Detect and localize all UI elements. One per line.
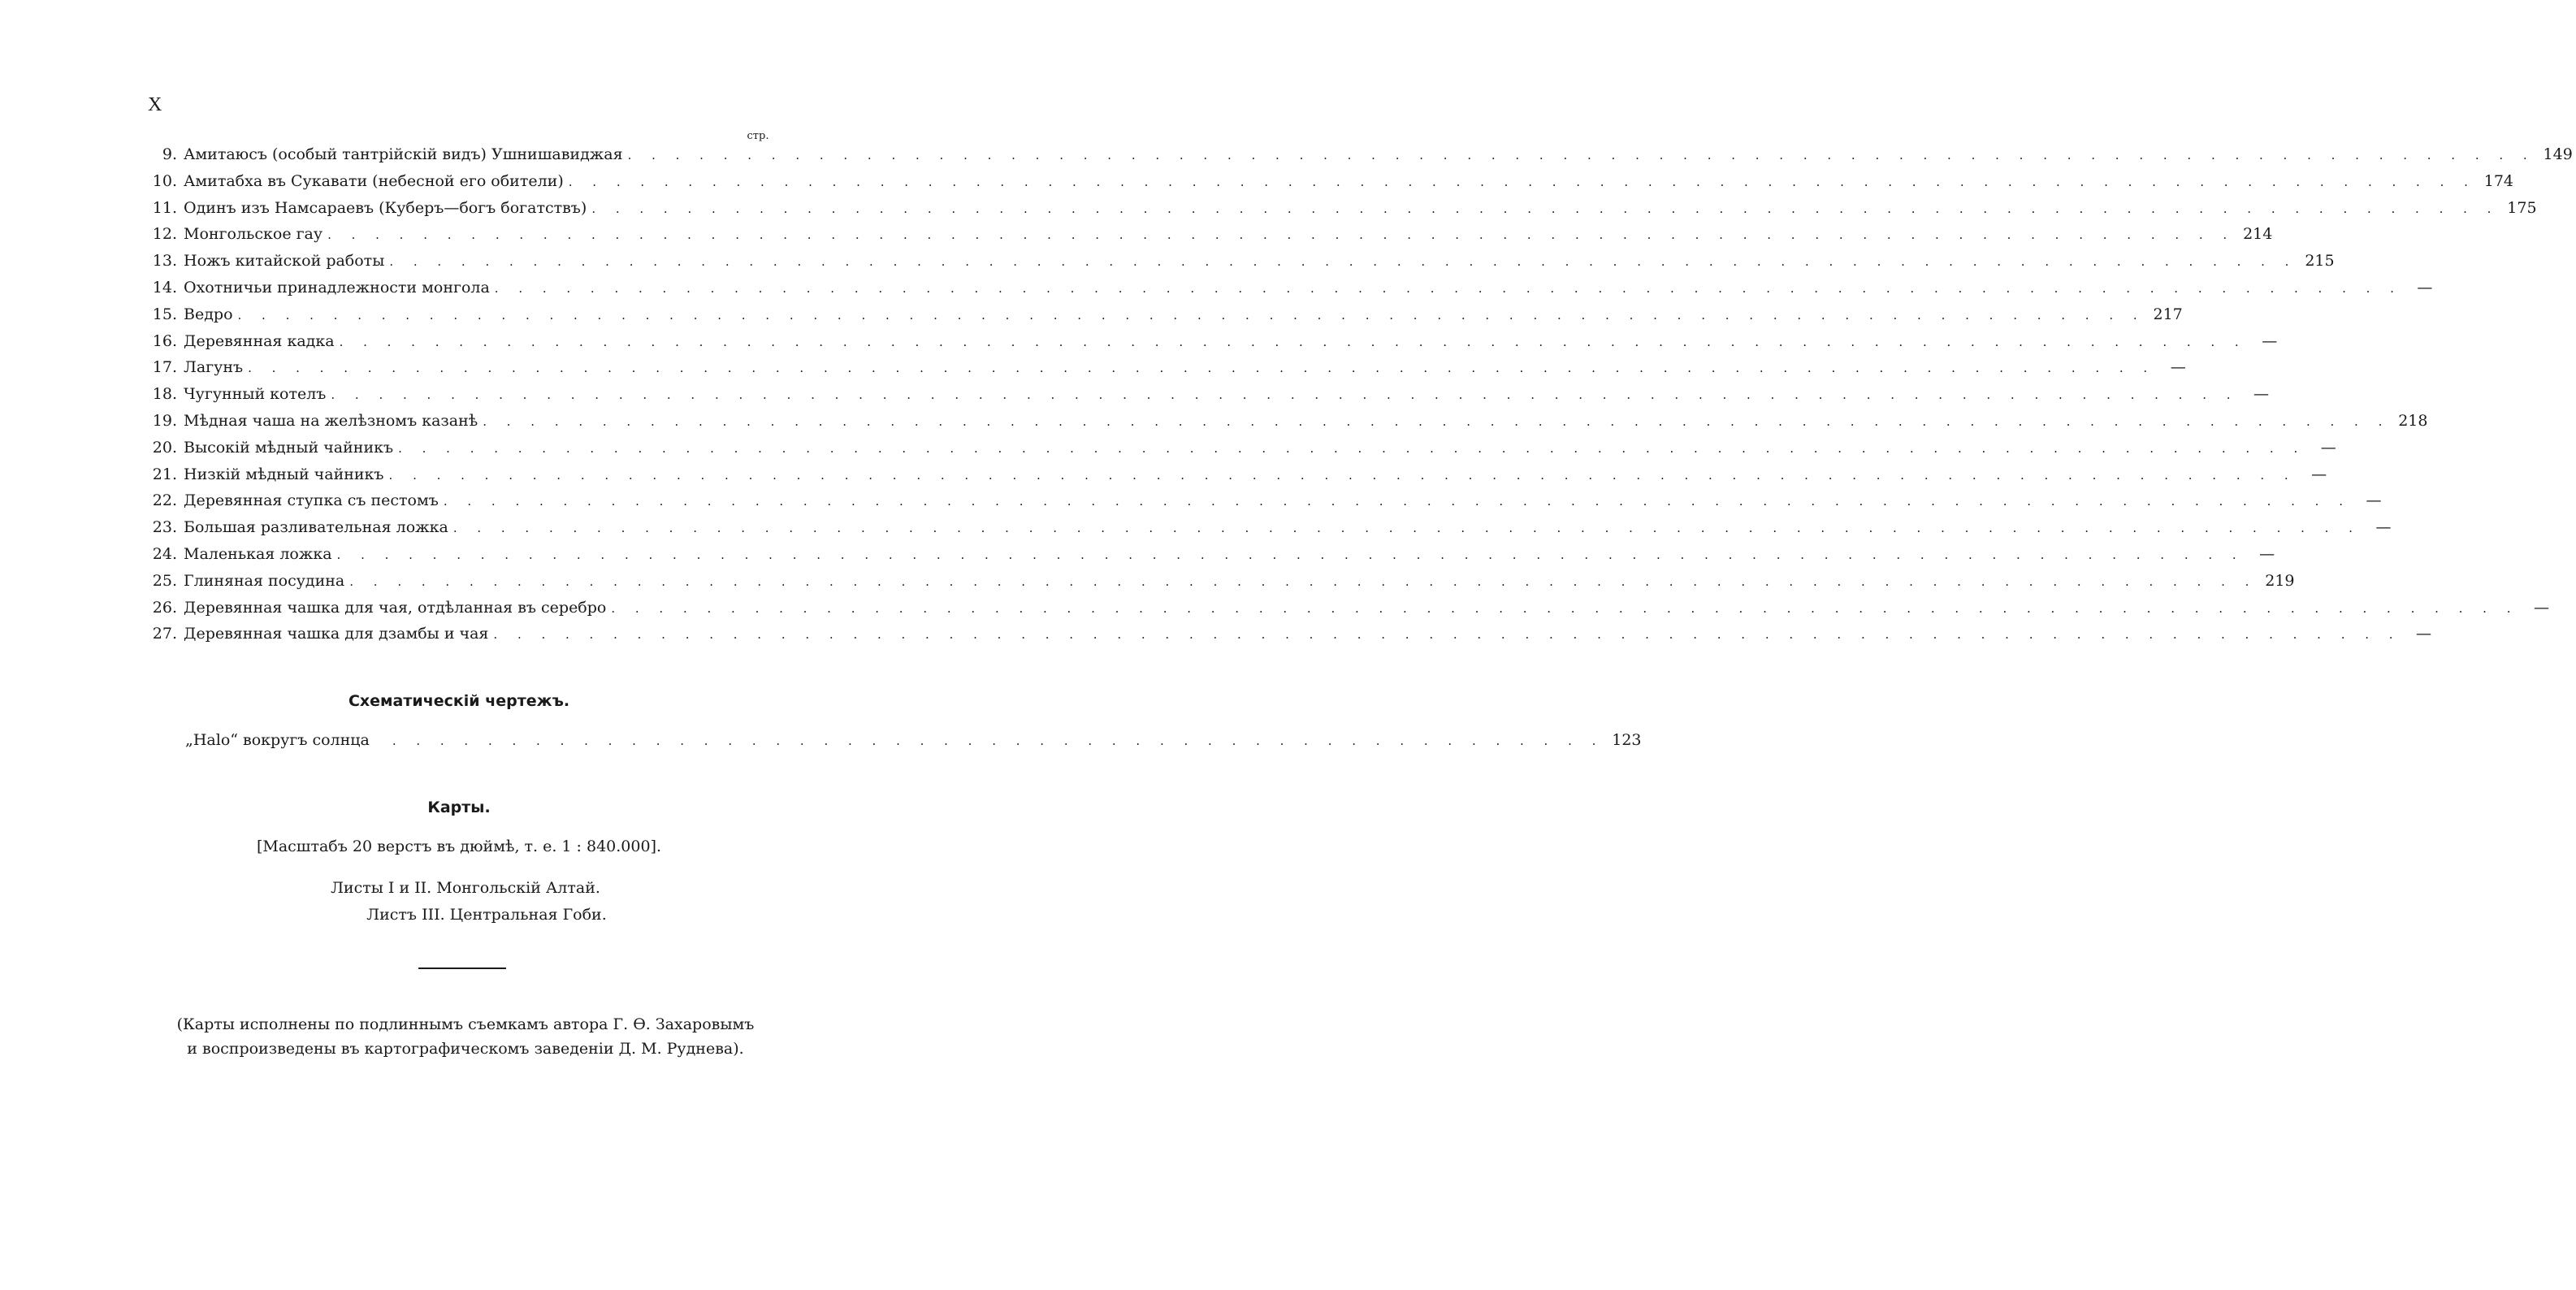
toc-title: Мѣдная чаша на желѣзномъ казанѣ — [184, 411, 478, 430]
toc-title: Деревянная ступка съ пестомъ — [184, 491, 439, 510]
toc-row — [146, 168, 2513, 195]
toc-row — [146, 354, 2186, 381]
toc-number: 21. — [152, 465, 177, 483]
leader-dots: . . . . . . . . . . . . . . . . . . . . . . . . . . . . . . . . . . . . . . . . . . . . . . . . . . . . . . . . . . . . . . . . . . . . . . . . . . . . . . . . — [591, 201, 2500, 216]
toc-number: 12. — [152, 225, 177, 244]
schematic-page: 123 — [1612, 731, 1642, 749]
toc-row — [146, 487, 2382, 514]
toc-title: Одинъ изъ Намсараевъ (Куберъ—богъ богатствъ) — [184, 198, 587, 217]
toc-page: — — [2253, 385, 2270, 404]
maps-heading: Карты. — [427, 799, 491, 816]
leader-dots: . . . . . . . . . . . . . . . . . . . . . . . . . . . . . . . . . . . . . . . . . . . . . . . . . . . . . . . . . . . . . . . . . . . . . . . . . . . . . . . . — [331, 387, 2239, 403]
toc-page: — — [2170, 358, 2186, 377]
toc-title: Низкій мѣдный чайникъ — [184, 465, 384, 483]
toc-row — [146, 621, 2432, 647]
leader-dots: . . . . . . . . . . . . . . . . . . . . . . . . . . . . . . . . . . . . . . . . . . . . . . . . . . . . . . . . . . . . . . . . . . . . . . . . . . . . . . . . — [389, 254, 2297, 270]
leader-dots: . . . . . . . . . . . . . . . . . . . . . . . . . . . . . . . . . . . . . . . . . . . . . . . . . . . . . . . . . . . . . . . . . . . . . . . . . . . . . . . . — [443, 494, 2351, 509]
toc-row — [146, 541, 2275, 568]
toc-title: Амитаюсъ (особый тантрійскій видъ) Ушнишавиджая — [184, 145, 623, 163]
toc-title: Большая разливательная ложка — [184, 518, 448, 537]
leader-dots: . . . . . . . . . . . . . . . . . . . . . . . . . . . . . . . . . . . . . . . . . . . . . . . . . . . . . . . . . . . . . . . . . . . . . . . . . . . . . . . . — [494, 280, 2402, 296]
page-number: X — [148, 94, 163, 115]
toc-row — [146, 141, 2573, 168]
toc-page: 149 — [2543, 145, 2573, 163]
toc-page: — — [2375, 518, 2392, 537]
toc-page: 219 — [2265, 571, 2295, 590]
schematic-title: „Halo“ вокругъ солнца — [185, 731, 370, 749]
leader-dots: . . . . . . . . . . . . . . . . . . . . . . . . . . . . . . . . . . . . . . . . . . . . . . . . . . . . . . . . . . . . . . . . . . . . . . . . . . . . . . . . — [398, 440, 2306, 456]
toc-page: — — [2259, 544, 2275, 563]
leader-dots: . . . . . . . . . . . . . . . . . . . . . . . . . . . . . . . . . . . . . . . . . . . . . . . . . . . — [392, 734, 1604, 748]
toc-number: 26. — [152, 598, 177, 617]
divider-rule — [418, 968, 506, 969]
toc-row — [146, 568, 2295, 595]
toc-number: 9. — [162, 145, 177, 163]
toc-title: Деревянная чашка для чая, отдѣланная въ серебро — [184, 598, 607, 617]
toc-number: 23. — [152, 518, 177, 537]
toc-title: Ведро — [184, 305, 233, 323]
maps-sheets-1: Листы I и II. Монгольскій Алтай. — [331, 879, 600, 897]
toc-page: — — [2533, 598, 2549, 617]
toc-title: Чугунный котелъ — [184, 385, 327, 404]
illustrations-list — [146, 141, 2573, 647]
toc-page: 174 — [2483, 171, 2513, 190]
toc-page: — — [2416, 625, 2432, 643]
leader-dots: . . . . . . . . . . . . . . . . . . . . . . . . . . . . . . . . . . . . . . . . . . . . . . . . . . . . . . . . . . . . . . . . . . . . . . . . . . . . . . . . — [627, 148, 2535, 162]
toc-row — [146, 275, 2433, 301]
leader-dots: . . . . . . . . . . . . . . . . . . . . . . . . . . . . . . . . . . . . . . . . . . . . . . . . . . . . . . . . . . . . . . . . . . . . . . . . . . . . . . . . — [349, 574, 2258, 589]
toc-title: Высокій мѣдный чайникъ — [184, 438, 394, 457]
toc-number: 11. — [152, 198, 177, 217]
leader-dots: . . . . . . . . . . . . . . . . . . . . . . . . . . . . . . . . . . . . . . . . . . . . . . . . . . . . . . . . . . . . . . . . . . . . . . . . . . . . . . . . — [611, 600, 2519, 616]
maps-scale: [Масштабъ 20 верстъ въ дюймѣ, т. е. 1 : 840.000]. — [256, 838, 662, 855]
toc-row — [146, 195, 2537, 222]
note-line-1: (Карты исполнены по подлиннымъ съемкамъ автора Г. Ѳ. Захаровымъ — [176, 1015, 755, 1033]
toc-row — [146, 461, 2327, 488]
toc-number: 24. — [152, 544, 177, 563]
toc-row — [146, 435, 2336, 461]
toc-page: 217 — [2153, 305, 2183, 323]
toc-page: — — [2262, 331, 2278, 350]
toc-title: Амитабха въ Сукавати (небесной его обители) — [184, 171, 564, 190]
toc-row — [146, 328, 2278, 355]
toc-row — [146, 221, 2273, 248]
toc-row — [146, 301, 2183, 328]
toc-number: 18. — [152, 385, 177, 404]
toc-title: Ножъ китайской работы — [184, 252, 385, 271]
toc-page: 175 — [2507, 198, 2537, 217]
toc-page: 218 — [2398, 411, 2428, 430]
toc-page: — — [2320, 438, 2336, 457]
leader-dots: . . . . . . . . . . . . . . . . . . . . . . . . . . . . . . . . . . . . . . . . . . . . . . . . . . . . . . . . . . . . . . . . . . . . . . . . . . . . . . . . — [237, 307, 2145, 322]
toc-number: 19. — [152, 411, 177, 430]
toc-number: 25. — [152, 571, 177, 590]
leader-dots: . . . . . . . . . . . . . . . . . . . . . . . . . . . . . . . . . . . . . . . . . . . . . . . . . . . . . . . . . . . . . . . . . . . . . . . . . . . . . . . . — [327, 227, 2236, 243]
toc-page: — — [2366, 491, 2382, 510]
toc-number: 13. — [152, 252, 177, 271]
leader-dots: . . . . . . . . . . . . . . . . . . . . . . . . . . . . . . . . . . . . . . . . . . . . . . . . . . . . . . . . . . . . . . . . . . . . . . . . . . . . . . . . — [388, 467, 2297, 483]
toc-row — [146, 514, 2392, 541]
leader-dots: . . . . . . . . . . . . . . . . . . . . . . . . . . . . . . . . . . . . . . . . . . . . . . . . . . . . . . . . . . . . . . . . . . . . . . . . . . . . . . . . — [336, 547, 2245, 562]
toc-title: Монгольское гау — [184, 225, 323, 244]
toc-number: 14. — [152, 278, 177, 297]
toc-row — [146, 408, 2428, 435]
toc-title: Глиняная посудина — [184, 571, 345, 590]
toc-row — [146, 381, 2270, 408]
toc-number: 15. — [152, 305, 177, 323]
toc-row — [146, 595, 2549, 621]
toc-number: 10. — [152, 171, 177, 190]
leader-dots: . . . . . . . . . . . . . . . . . . . . . . . . . . . . . . . . . . . . . . . . . . . . . . . . . . . . . . . . . . . . . . . . . . . . . . . . . . . . . . . . — [483, 413, 2391, 429]
toc-number: 27. — [152, 625, 177, 643]
toc-number: 16. — [152, 331, 177, 350]
toc-title: Маленькая ложка — [184, 544, 332, 563]
toc-title: Охотничьи принадлежности монгола — [184, 278, 490, 297]
toc-page: 215 — [2305, 252, 2335, 271]
toc-number: 17. — [152, 358, 177, 377]
leader-dots: . . . . . . . . . . . . . . . . . . . . . . . . . . . . . . . . . . . . . . . . . . . . . . . . . . . . . . . . . . . . . . . . . . . . . . . . . . . . . . . . — [339, 334, 2247, 349]
maps-sheets-2: Листъ III. Центральная Гоби. — [366, 906, 607, 924]
pages-column-header: стр. — [747, 130, 769, 142]
toc-title: Лагунъ — [184, 358, 244, 377]
schematic-entry — [185, 731, 1642, 749]
toc-number: 22. — [152, 491, 177, 510]
toc-title: Деревянная чашка для дзамбы и чая — [184, 625, 489, 643]
toc-page: — — [2311, 465, 2327, 483]
leader-dots: . . . . . . . . . . . . . . . . . . . . . . . . . . . . . . . . . . . . . . . . . . . . . . . . . . . . . . . . . . . . . . . . . . . . . . . . . . . . . . . . — [493, 627, 2401, 643]
leader-dots: . . . . . . . . . . . . . . . . . . . . . . . . . . . . . . . . . . . . . . . . . . . . . . . . . . . . . . . . . . . . . . . . . . . . . . . . . . . . . . . . — [248, 361, 2156, 376]
toc-page: — — [2417, 278, 2433, 297]
toc-number: 20. — [152, 438, 177, 457]
toc-row — [146, 248, 2335, 275]
leader-dots: . . . . . . . . . . . . . . . . . . . . . . . . . . . . . . . . . . . . . . . . . . . . . . . . . . . . . . . . . . . . . . . . . . . . . . . . . . . . . . . . — [452, 521, 2361, 536]
schematic-heading: Схематическій чертежъ. — [348, 692, 570, 710]
note-line-2: и воспроизведены въ картографическомъ заведеніи Д. М. Руднева). — [187, 1040, 744, 1058]
leader-dots: . . . . . . . . . . . . . . . . . . . . . . . . . . . . . . . . . . . . . . . . . . . . . . . . . . . . . . . . . . . . . . . . . . . . . . . . . . . . . . . . — [568, 174, 2476, 189]
toc-page: 214 — [2243, 225, 2273, 244]
toc-title: Деревянная кадка — [184, 331, 335, 350]
